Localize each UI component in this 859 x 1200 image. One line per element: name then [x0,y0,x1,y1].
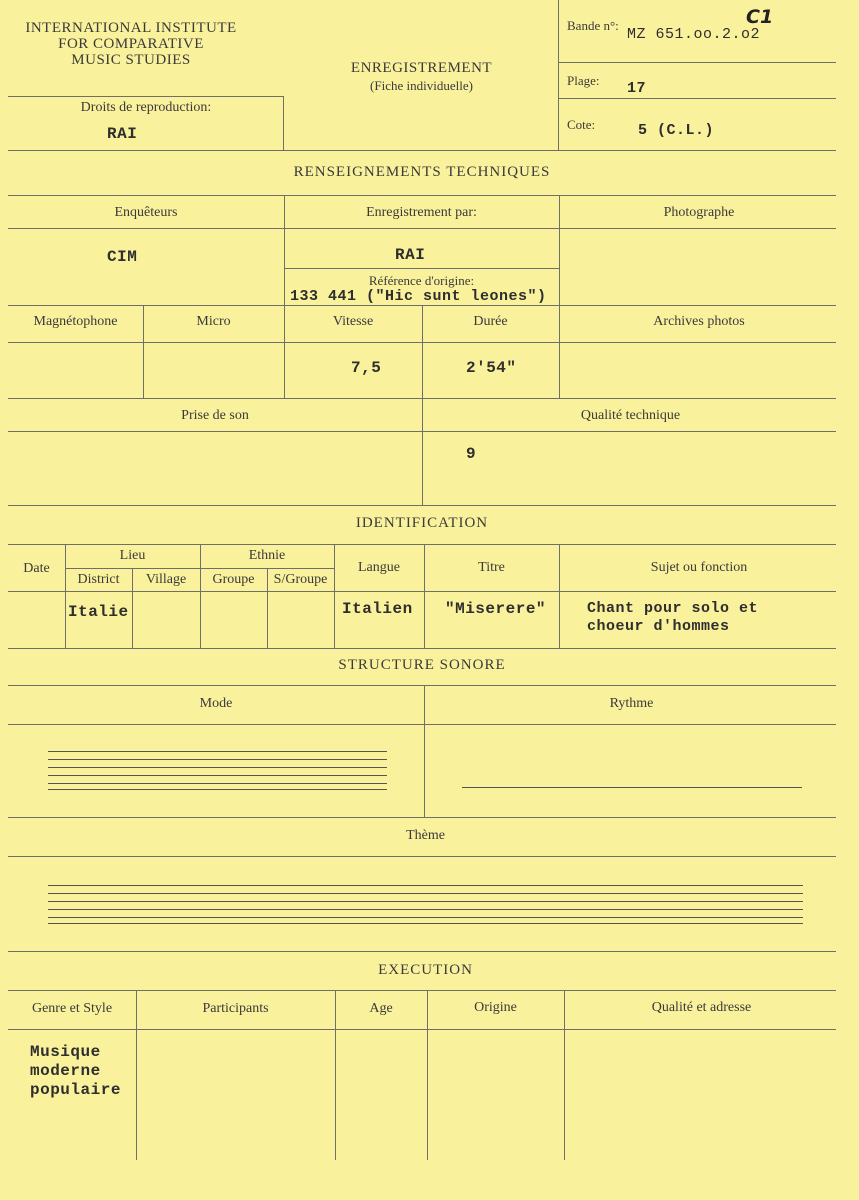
titre-label: Titre [478,560,505,575]
rule [8,228,836,229]
reference-label: Référence d'origine: [368,273,475,288]
staff-line [48,751,387,752]
theme-label: Thème [406,828,445,843]
sgroupe-label: S/Groupe [273,572,328,587]
genre-value-line-1: Musique [30,1043,101,1061]
staff-line [48,917,803,918]
mode-label: Mode [199,696,233,711]
form-title: ENREGISTREMENT [350,60,493,76]
staff-line [48,789,387,790]
rights-value: RAI [107,125,138,143]
titre-value: "Miserere" [445,600,547,618]
rule [422,305,423,505]
rule [8,856,836,857]
cote-value: 5 (C.L.) [638,122,715,139]
rule [558,98,836,99]
enqueteurs-value: CIM [107,248,138,266]
rule [558,0,559,150]
rhythm-line [462,787,802,788]
sujet-value-line-1: Chant pour solo et [587,600,759,617]
institute-line-1: INTERNATIONAL INSTITUTE [25,20,237,36]
bande-value: MZ 651.oo.2.o2 [627,26,761,43]
ethnie-label: Ethnie [248,548,286,563]
institute-line-2: FOR COMPARATIVE [58,36,204,52]
langue-label: Langue [358,560,400,575]
genre-style-label: Genre et Style [31,1001,113,1016]
age-label: Age [369,1001,393,1016]
rule [8,96,284,97]
photographe-label: Photographe [663,205,735,220]
plage-value: 17 [627,80,647,97]
origine-label: Origine [474,1000,517,1015]
plage-label: Plage: [567,73,600,88]
staff-line [48,767,387,768]
rule [8,1029,836,1030]
date-label: Date [23,561,50,576]
genre-value-line-2: moderne [30,1062,101,1080]
rule [8,817,836,818]
form-subtitle: (Fiche individuelle) [370,78,473,93]
enregistrement-label: Enregistrement par: [366,205,477,220]
sujet-label: Sujet ou fonction [650,560,748,575]
rule [8,648,836,649]
enqueteurs-label: Enquêteurs [114,205,178,220]
rule [8,544,836,545]
staff-line [48,775,387,776]
rule [65,568,334,569]
reference-value: 133 441 ("Hic sunt leones") [290,288,547,305]
archives-photos-label: Archives photos [653,314,745,329]
district-value: Italie [68,603,129,621]
rule [8,724,836,725]
rule [8,431,836,432]
rights-label: Droits de reproduction: [80,100,212,115]
groupe-label: Groupe [212,572,255,587]
institute-line-3: MUSIC STUDIES [71,52,191,68]
cote-label: Cote: [567,117,596,132]
structure-section-title: STRUCTURE SONORE [338,657,506,673]
lieu-label: Lieu [119,548,146,563]
rule [8,990,836,991]
bande-label: Bande n°: [567,18,619,33]
staff-line [48,901,803,902]
staff-line [48,909,803,910]
staff-line [48,885,803,886]
rule [284,268,559,269]
qualite-technique-value: 9 [466,445,477,463]
vitesse-label: Vitesse [332,314,374,329]
rule [8,150,836,151]
rule [8,591,836,592]
institute-name [6,20,256,69]
langue-value: Italien [342,600,413,618]
staff-line [48,923,803,924]
magnetophone-label: Magnétophone [33,314,118,329]
rule [8,398,836,399]
identification-section-title: IDENTIFICATION [355,515,489,531]
technical-section-title: RENSEIGNEMENTS TECHNIQUES [293,164,551,180]
prise-de-son-label: Prise de son [181,408,249,423]
micro-label: Micro [196,314,231,329]
rule [8,951,836,952]
participants-label: Participants [202,1001,269,1016]
qualite-technique-label: Qualité technique [580,408,681,423]
rule [8,685,836,686]
rule [8,195,836,196]
vitesse-value: 7,5 [351,359,382,377]
genre-value-line-3: populaire [30,1081,121,1099]
duree-label: Durée [473,314,508,329]
enregistrement-value: RAI [395,246,426,264]
district-label: District [77,572,120,587]
sujet-value-line-2: choeur d'hommes [587,618,730,635]
handwritten-mark: C1 [746,6,774,28]
village-label: Village [145,572,187,587]
staff-line [48,893,803,894]
rule [8,505,836,506]
duree-value: 2'54" [466,359,517,377]
staff-line [48,783,387,784]
staff-line [48,759,387,760]
qualite-adresse-label: Qualité et adresse [651,1000,752,1015]
rule [8,342,836,343]
rythme-label: Rythme [609,696,654,711]
rule [558,62,836,63]
execution-section-title: EXECUTION [378,962,473,978]
